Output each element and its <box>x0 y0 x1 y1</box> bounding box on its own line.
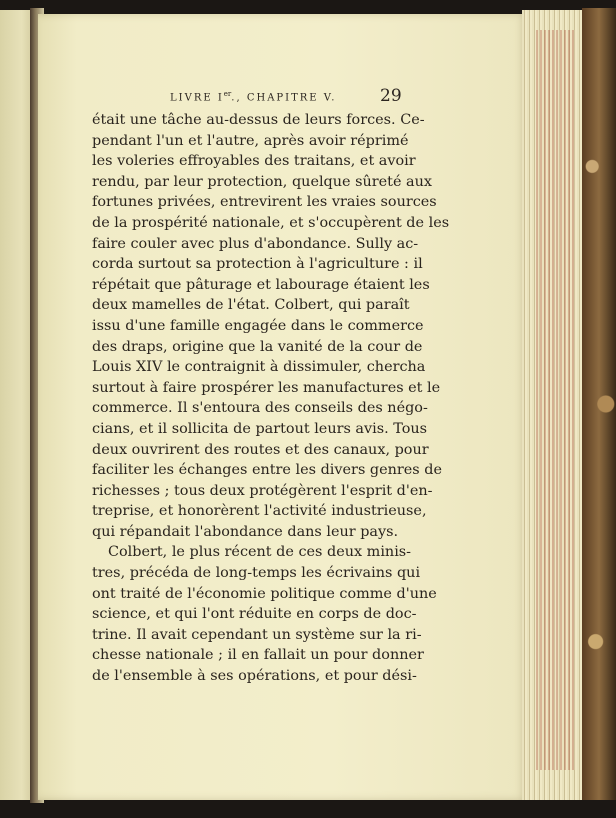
page-number: 29 <box>380 86 402 106</box>
text-line: deux ouvrirent des routes et des canaux, pour <box>92 441 429 458</box>
text-line: commerce. Il s'entoura des conseils des négo- <box>92 400 428 417</box>
running-title-sup: er <box>223 90 232 98</box>
text-line: faire couler avec plus d'abondance. Sully ac- <box>92 235 419 252</box>
text-line: trine. Il avait cependant un système sur la ri- <box>92 626 422 643</box>
body-text <box>92 110 450 687</box>
text-line: richesses ; tous deux protégèrent l'esprit d'en- <box>92 482 433 499</box>
text-line: cians, et il sollicita de partout leurs avis. Tous <box>92 420 428 437</box>
text-line: fortunes privées, entrevirent les vraies sources <box>92 194 437 211</box>
text-line: de la prospérité nationale, et s'occupèrent de les <box>92 214 450 231</box>
text-line: pendant l'un et l'autre, après avoir réprimé <box>92 132 409 149</box>
text-line: de l'ensemble à ses opérations, et pour dési- <box>92 668 417 685</box>
text-line: science, et qui l'ont réduite en corps de doc- <box>92 606 417 623</box>
text-line: deux mamelles de l'état. Colbert, qui paraît <box>92 297 410 314</box>
text-line: tres, précéda de long-temps les écrivains qui <box>92 565 421 582</box>
text-line: ont traité de l'économie politique comme d'une <box>92 585 437 602</box>
text-line: Colbert, le plus récent de ces deux minis- <box>108 544 412 561</box>
text-line: issu d'une famille engagée dans le commerce <box>92 317 424 334</box>
text-line: corda surtout sa protection à l'agriculture : il <box>92 256 423 273</box>
running-title-post: ., CHAPITRE V. <box>231 92 337 104</box>
text-line: surtout à faire prospérer les manufactures et le <box>92 379 441 396</box>
text-line: répétait que pâturage et labourage étaient les <box>92 276 430 293</box>
text-line: faciliter les échanges entre les divers genres de <box>92 462 442 479</box>
text-line: treprise, et honorèrent l'activité industrieuse, <box>92 503 427 520</box>
text-line: les voleries effroyables des traitans, et avoir <box>92 153 416 170</box>
running-header <box>170 90 400 103</box>
page-edges-marbling <box>536 30 576 770</box>
text-line: était une tâche au-dessus de leurs forces. Ce- <box>92 112 425 128</box>
running-title-pre: LIVRE I <box>170 92 224 104</box>
text-line: rendu, par leur protection, quelque sûreté aux <box>92 173 433 190</box>
text-line: chesse nationale ; il en fallait un pour donner <box>92 647 424 664</box>
text-line: Louis XIV le contraignit à dissimuler, chercha <box>92 359 426 376</box>
text-line: qui répandait l'abondance dans leur pays. <box>92 523 399 540</box>
text-line: des draps, origine que la vanité de la cour de <box>92 338 423 355</box>
marbled-cover <box>582 8 616 800</box>
